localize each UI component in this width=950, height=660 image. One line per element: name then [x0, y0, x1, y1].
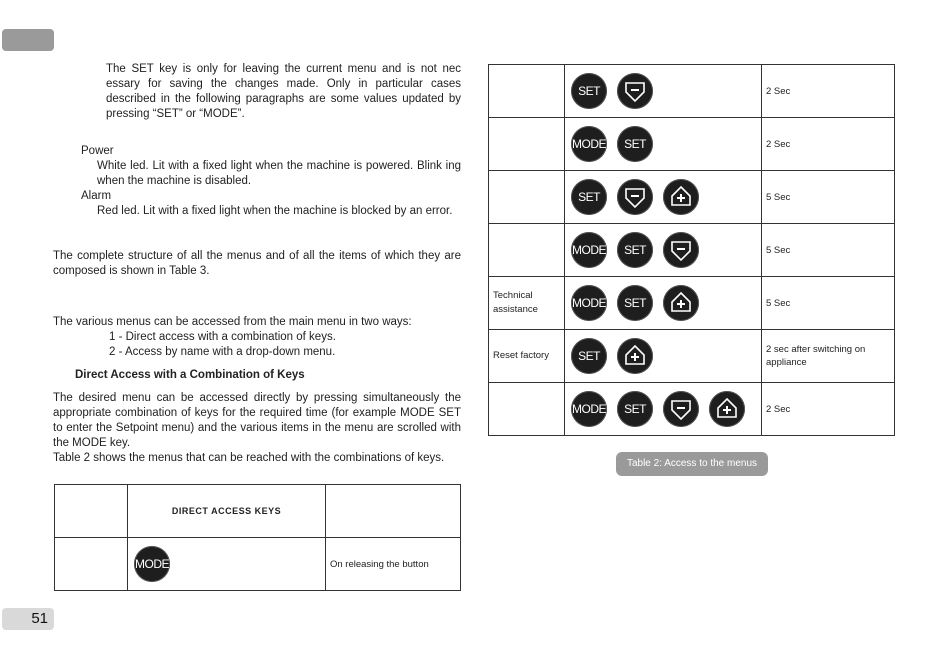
set-key-icon: SET — [571, 338, 607, 374]
plus-key-icon — [663, 179, 699, 215]
keys-cell — [565, 65, 762, 118]
set-key-icon: SET — [617, 232, 653, 268]
paragraph-table-ref: Table 2 shows the menus that can be reached with the combinations of keys. — [53, 452, 445, 464]
table-cell — [326, 485, 461, 538]
time-cell: 5 Sec — [762, 171, 895, 224]
minus-key-icon — [617, 179, 653, 215]
row-label — [489, 65, 565, 118]
time-cell: 5 Sec — [762, 224, 895, 277]
table-row — [489, 65, 895, 118]
row-label — [489, 171, 565, 224]
plus-key-icon — [663, 285, 699, 321]
table-direct-access-right — [488, 64, 895, 436]
minus-key-icon — [617, 73, 653, 109]
set-key-icon: SET — [571, 73, 607, 109]
alarm-title: Alarm — [81, 190, 112, 202]
plus-key-icon — [617, 338, 653, 374]
mode-key-icon: MODE — [571, 391, 607, 427]
table-cell — [55, 538, 128, 591]
set-key-icon: SET — [617, 391, 653, 427]
table-cell — [55, 485, 128, 538]
table-row — [489, 171, 895, 224]
table-row — [489, 224, 895, 277]
set-key-icon: SET — [571, 179, 607, 215]
time-cell: 2 sec after switching on appliance — [762, 330, 895, 383]
plus-key-icon — [709, 391, 745, 427]
mode-key-icon: MODE — [571, 232, 607, 268]
keys-cell — [565, 277, 762, 330]
keys-cell — [565, 224, 762, 277]
power-title: Power — [81, 145, 114, 157]
list-item-2: 2 - Access by name with a drop-down menu. — [109, 346, 336, 358]
table-direct-access-left — [54, 484, 461, 591]
row-label — [489, 224, 565, 277]
paragraph-set-key: The SET key is only for leaving the current menu and is not nec essary for saving the changes made. Only in particular cases described in the following paragraphs are some values updated by pressing “SET” or “MODE”. — [106, 63, 461, 120]
minus-key-icon — [663, 391, 699, 427]
mode-key-icon: MODE — [571, 285, 607, 321]
section-heading: Direct Access with a Combination of Keys — [75, 369, 305, 381]
time-cell: 5 Sec — [762, 277, 895, 330]
page-number: 51 — [2, 608, 54, 630]
row-label: Technical assistance — [489, 277, 565, 330]
mode-key-icon: MODE — [571, 126, 607, 162]
table-row — [489, 330, 895, 383]
keys-cell — [565, 330, 762, 383]
table-row — [489, 118, 895, 171]
keys-cell — [565, 171, 762, 224]
row-label — [489, 118, 565, 171]
time-cell: 2 Sec — [762, 118, 895, 171]
paragraph-direct-access: The desired menu can be accessed directly by pressing simultaneously the appropriate combination of keys for the required time (for example MODE SET to enter the Setpoint menu) and the various items in the menu are scrolled with the MODE key. — [53, 392, 461, 449]
time-cell: On releasing the button — [326, 538, 461, 591]
alarm-text: Red led. Lit with a fixed light when the machine is blocked by an error. — [97, 205, 453, 217]
table-row — [489, 383, 895, 436]
time-cell: 2 Sec — [762, 65, 895, 118]
set-key-icon: SET — [617, 126, 653, 162]
mode-key-icon: MODE — [134, 546, 170, 582]
table-row — [489, 277, 895, 330]
set-key-icon: SET — [617, 285, 653, 321]
paragraph-access-ways: The various menus can be accessed from the main menu in two ways: — [53, 316, 412, 328]
keys-cell — [565, 383, 762, 436]
list-item-1: 1 - Direct access with a combination of keys. — [109, 331, 336, 343]
power-text: White led. Lit with a fixed light when the machine is powered. Blink ing when the machine is disabled. — [97, 160, 461, 187]
time-cell: 2 Sec — [762, 383, 895, 436]
section-tab — [2, 29, 54, 51]
row-label — [489, 383, 565, 436]
minus-key-icon — [663, 232, 699, 268]
header-direct-access-keys: DIRECT ACCESS KEYS — [128, 485, 326, 538]
row-label: Reset factory — [489, 330, 565, 383]
paragraph-structure: The complete structure of all the menus and of all the items of which they are composed is shown in Table 3. — [53, 250, 461, 277]
table-caption: Table 2: Access to the menus — [616, 452, 768, 476]
keys-cell — [128, 538, 326, 591]
keys-cell — [565, 118, 762, 171]
